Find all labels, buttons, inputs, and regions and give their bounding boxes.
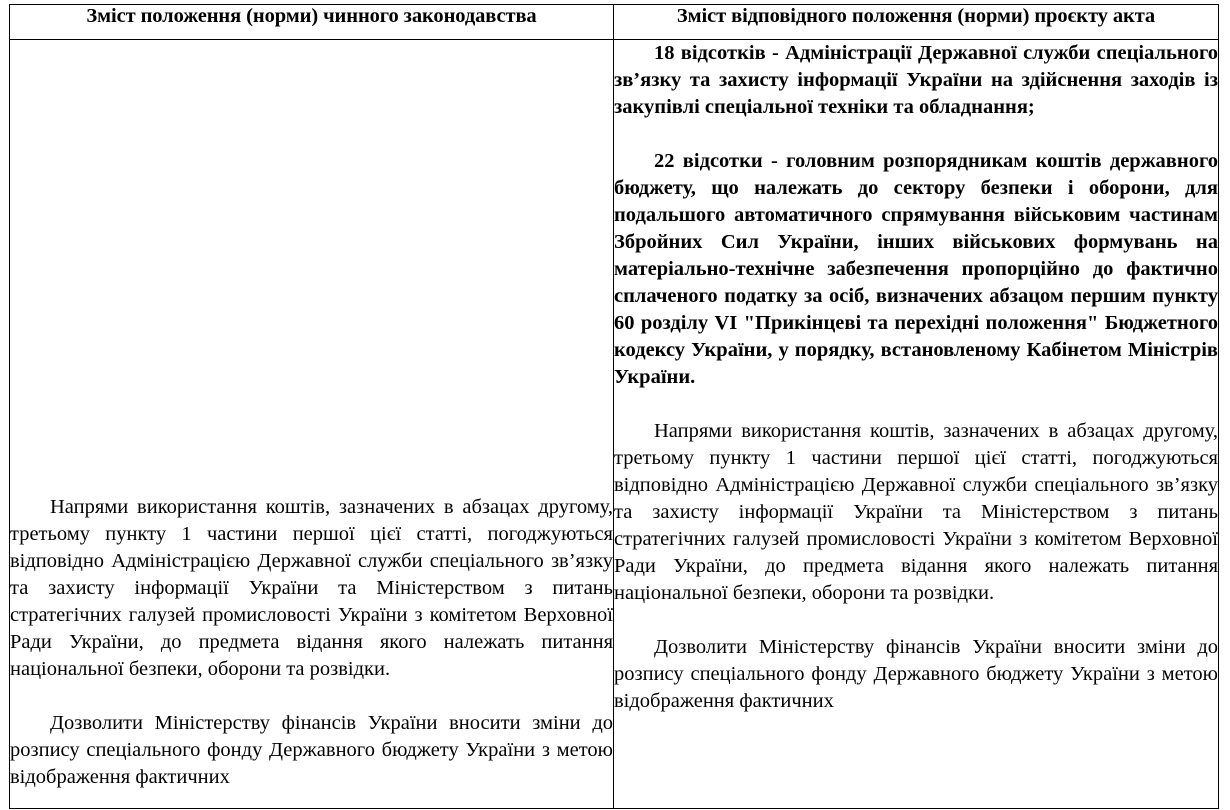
column-header-current-legislation: Зміст положення (норми) чинного законодавства (10, 5, 614, 40)
cell-leading-spacer (10, 40, 613, 494)
table-header-row (10, 5, 1219, 40)
table-body (10, 40, 1219, 809)
cell-current-legislation (10, 40, 614, 809)
comparison-table (9, 4, 1219, 809)
table-header (10, 5, 1219, 40)
paragraph-right-4: Дозволити Міністерству фінансів України вносити зміни до розпису спеціального фонду Державного бюджету України з метою відображення фактичних (614, 636, 1218, 712)
paragraph-left-1: Напрями використання коштів, зазначених в абзацах другому, третьому пункту 1 частини першої цієї статті, погоджуються відповідно Адміністрацією Державної служби спеціального зв’язку та захисту інформації України та Міністерством з питань стратегічних галузей промисловості України з комітетом Верховної Ради України, до предмета відання якого належать питання національної безпеки, оборони та розвідки. (10, 496, 613, 680)
paragraph-right-1: 18 відсотків - Адміністрації Державної служби спеціального зв’язку та захисту інформації України на здійснення заходів із закупівлі спеціальної техніки та обладнання; (614, 42, 1218, 118)
paragraph-right-2: 22 відсотки - головним розпорядникам коштів державного бюджету, що належать до сектору безпеки і оборони, для подальшого автоматичного спрямування військовим частинам Збройних Сил України, інших військових формувань на матеріально-технічне забезпечення пропорційно до фактично сплаченого податку за осіб, визначених абзацом першим пункту 60 розділу VI "Прикінцеві та перехідні положення" Бюджетного кодексу України, у порядку, встановленому Кабінетом Міністрів України. (614, 150, 1218, 388)
cell-draft-act (614, 40, 1219, 809)
table-row (10, 40, 1219, 809)
paragraph-right-3: Напрями використання коштів, зазначених в абзацах другому, третьому пункту 1 частини першої цієї статті, погоджуються відповідно Адміністрацією Державної служби спеціального зв’язку та захисту інформації України та Міністерством з питань стратегічних галузей промисловості України з комітетом Верховної Ради України, до предмета відання якого належать питання національної безпеки, оборони та розвідки. (614, 420, 1218, 604)
paragraph-left-2: Дозволити Міністерству фінансів України вносити зміни до розпису спеціального фонду Державного бюджету України з метою відображення фактичних (10, 712, 613, 788)
column-header-draft-act: Зміст відповідного положення (норми) проєкту акта (614, 5, 1219, 40)
